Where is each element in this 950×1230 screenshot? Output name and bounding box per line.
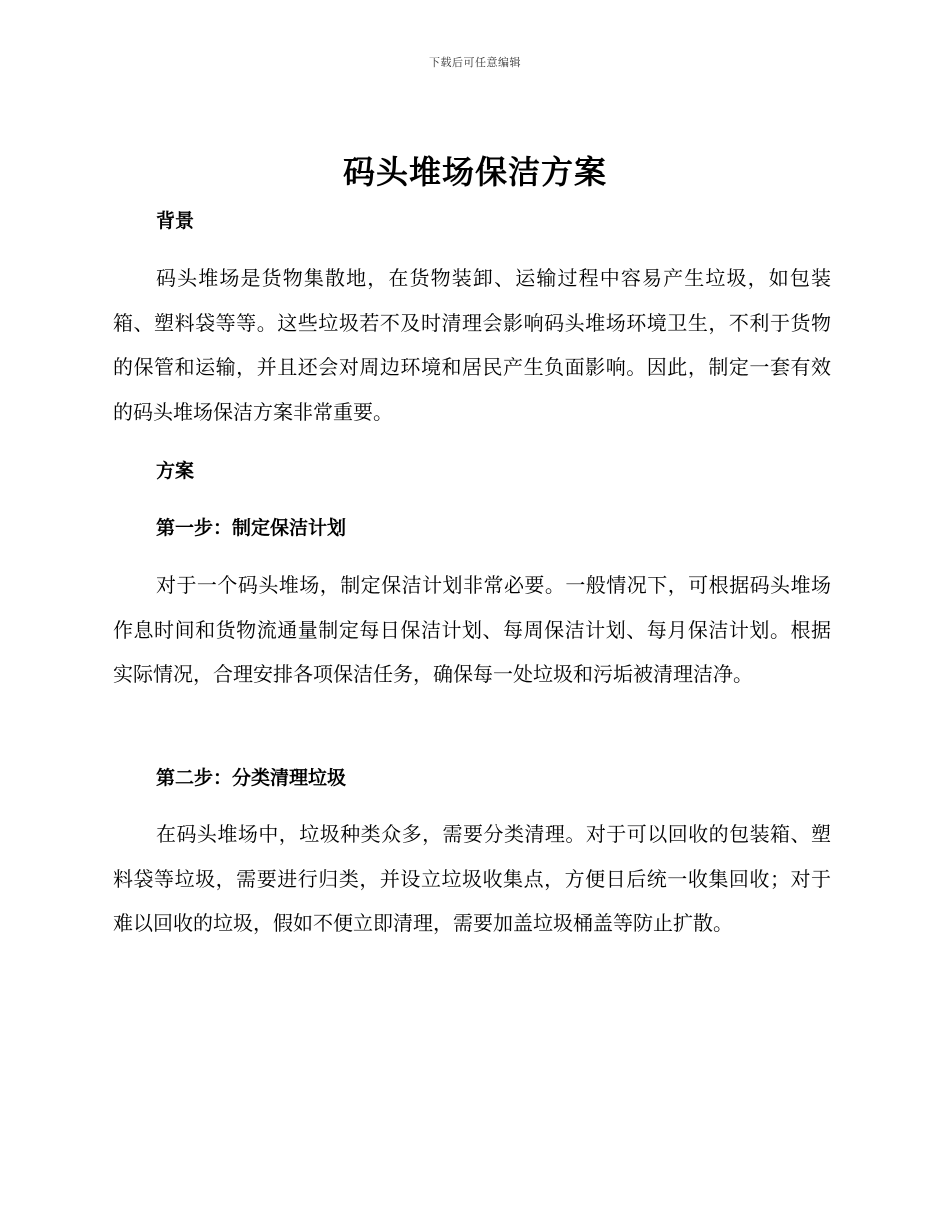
- section-heading-background: 背景: [156, 210, 195, 232]
- section-heading-plan: 方案: [156, 460, 195, 482]
- section-heading-step1: 第一步：制定保洁计划: [156, 517, 347, 539]
- page-header-note: 下载后可任意编辑: [429, 56, 521, 69]
- paragraph-step1: 对于一个码头堆场，制定保洁计划非常必要。一般情况下，可根据码头堆场作息时间和货物流通量制定每日保洁计划、每周保洁计划、每月保洁计划。根据实际情况，合理安排各项保洁任务，确保每一处垃圾和污垢被清理洁净。: [113, 573, 831, 687]
- paragraph-background: 码头堆场是货物集散地，在货物装卸、运输过程中容易产生垃圾，如包装箱、塑料袋等等。这些垃圾若不及时清理会影响码头堆场环境卫生，不利于货物的保管和运输，并且还会对周边环境和居民产生负面影响。因此，制定一套有效的码头堆场保洁方案非常重要。: [113, 266, 831, 424]
- document-title: 码头堆场保洁方案: [342, 153, 607, 191]
- paragraph-step2: 在码头堆场中，垃圾种类众多，需要分类清理。对于可以回收的包装箱、塑料袋等垃圾，需要进行归类，并设立垃圾收集点，方便日后统一收集回收；对于难以回收的垃圾，假如不便立即清理，需要加盖垃圾桶盖等防止扩散。: [113, 822, 831, 936]
- section-heading-step2: 第二步：分类清理垃圾: [156, 767, 347, 789]
